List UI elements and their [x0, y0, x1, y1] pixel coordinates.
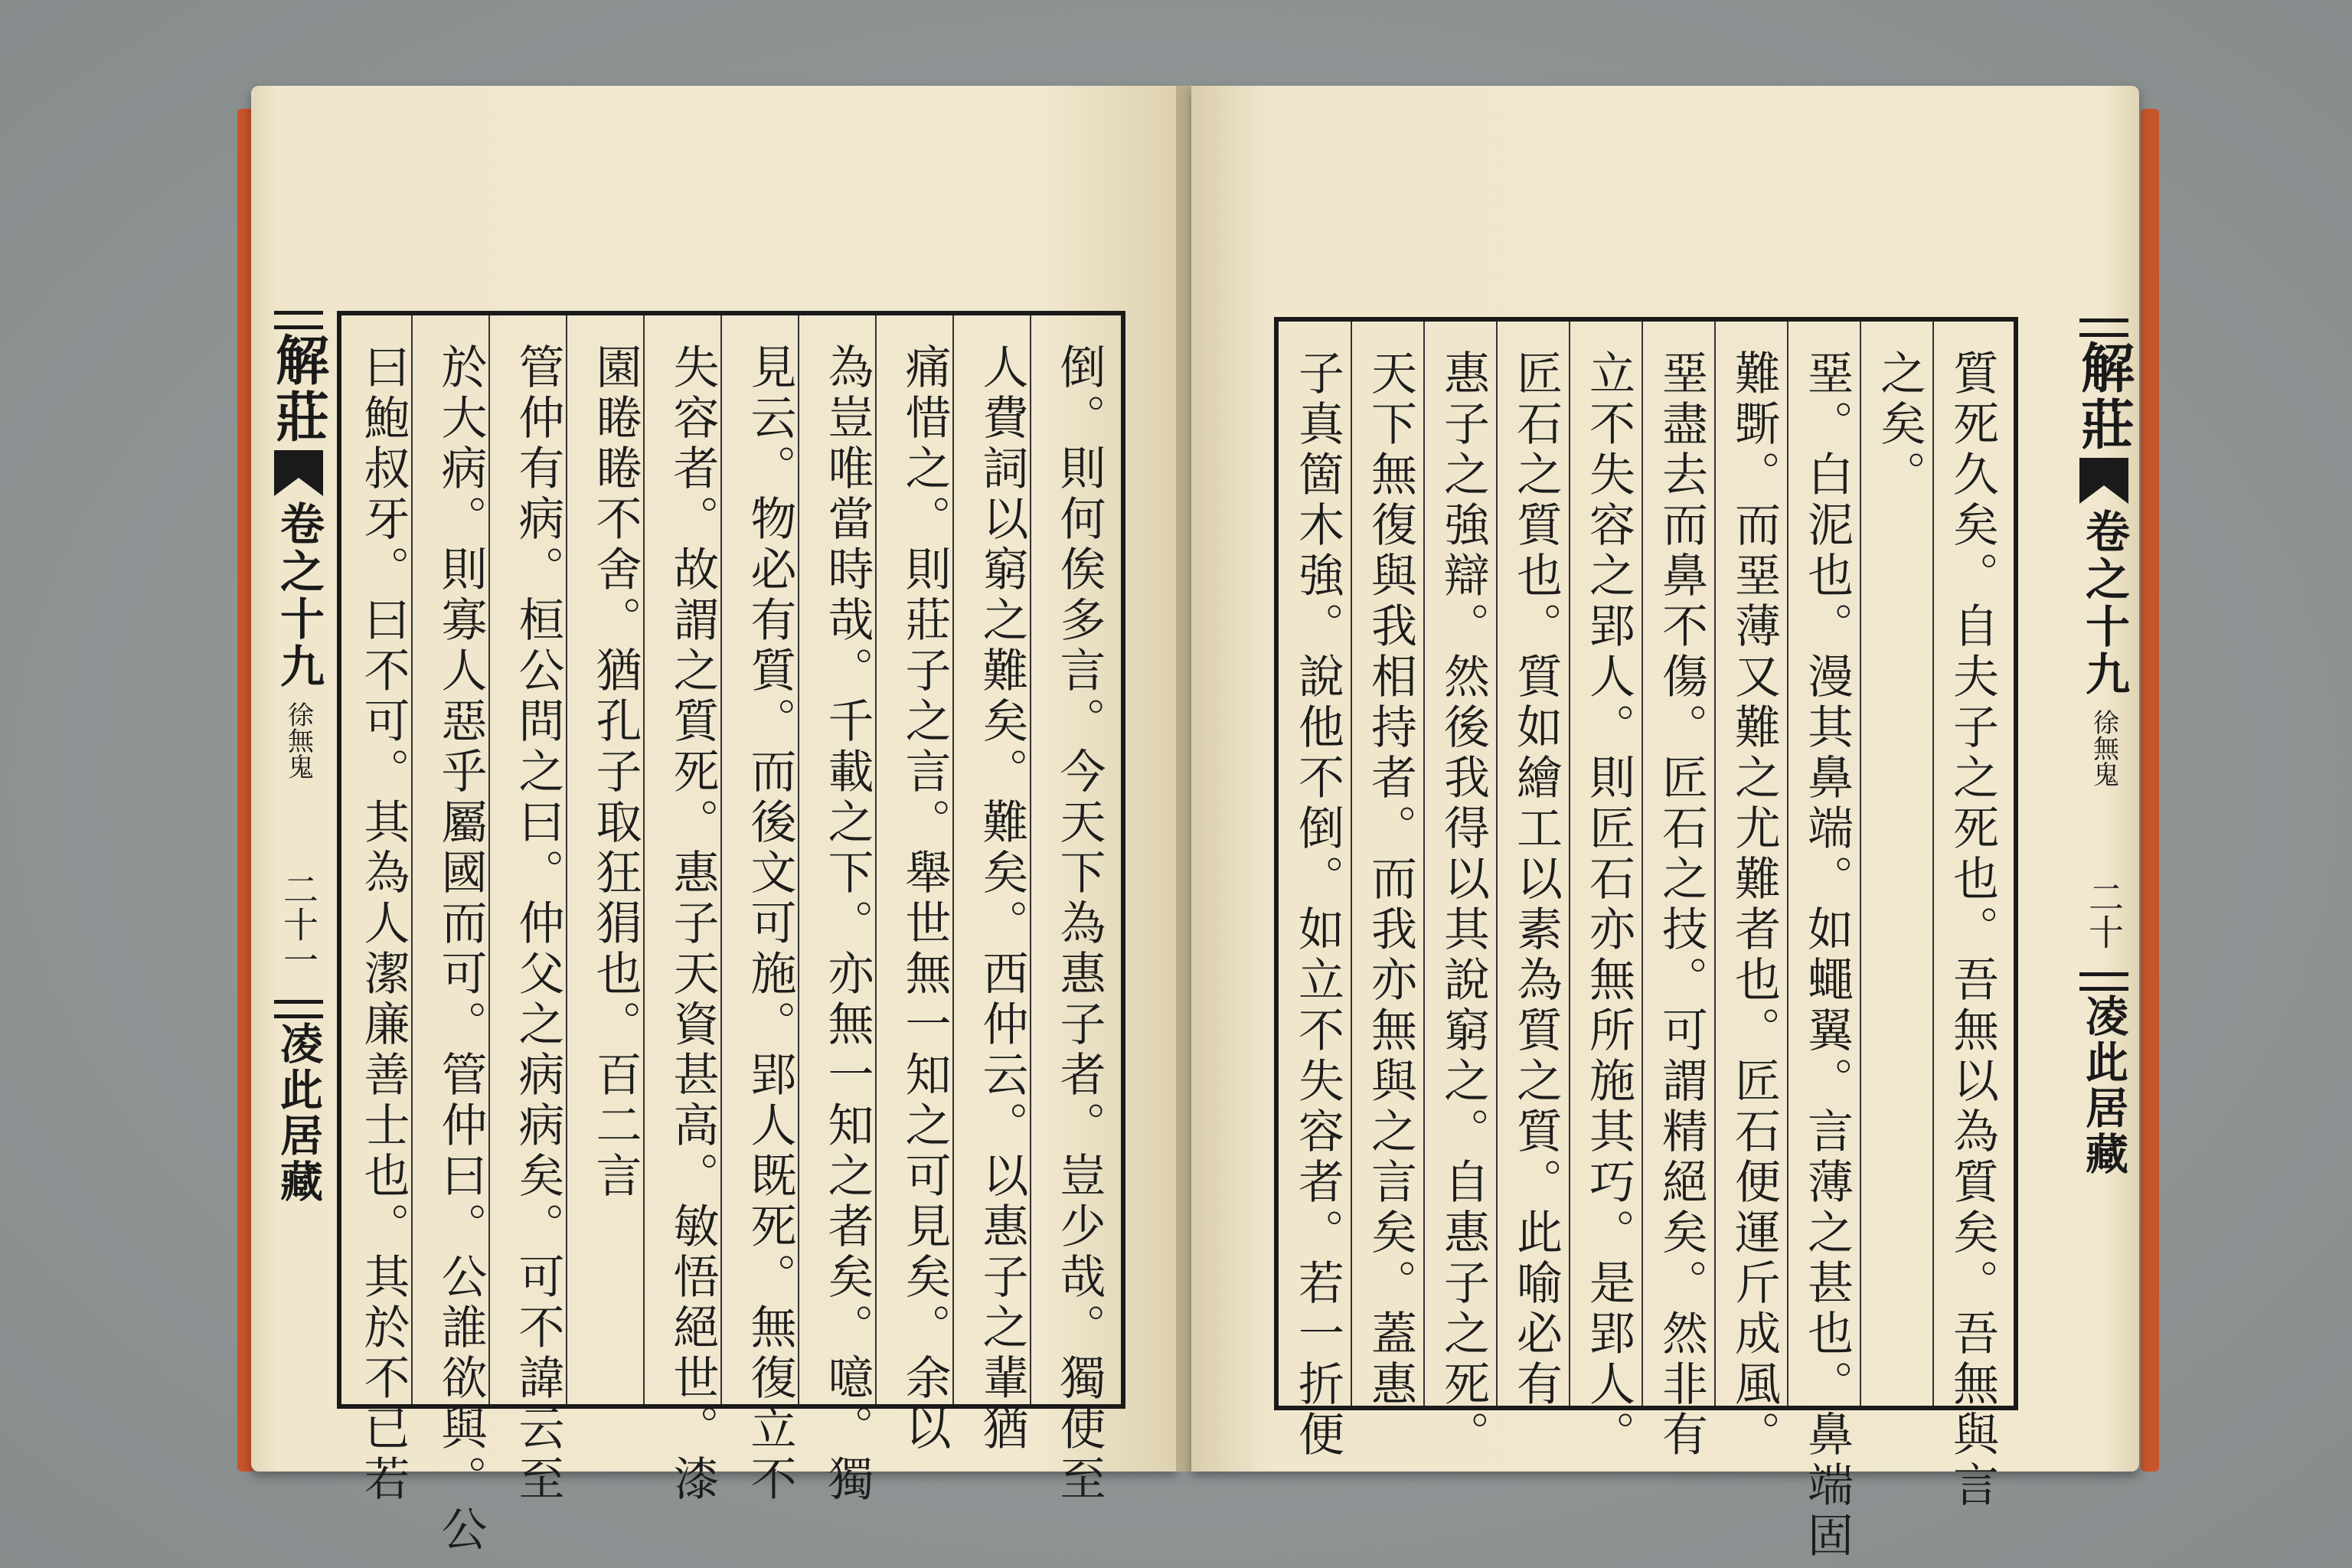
column-text: 難斲。而堊薄又難之尤難者也。匠石便運斤成風。 — [1727, 349, 1781, 1461]
left-page — [251, 86, 1178, 1556]
margin-ornament — [274, 311, 323, 329]
right-page-edge — [2141, 109, 2159, 1472]
column-text: 管仲有病。桓公問之曰。仲父之病病矣。可不諱云至 — [511, 343, 565, 1505]
text-column — [1936, 322, 2009, 1511]
column-text: 立不失容之郢人。則匠石亦無所施其巧。是郢人。 — [1582, 349, 1635, 1461]
text-column — [1499, 322, 1573, 1410]
right-page — [1191, 86, 2139, 1562]
margin-publisher: 凌此居藏 — [273, 1021, 324, 1205]
margin-ornament-lower — [2079, 972, 2128, 991]
left-text-frame — [337, 311, 1125, 1556]
left-margin-strip — [266, 308, 331, 1410]
text-column — [808, 315, 886, 1505]
text-column — [1572, 322, 1645, 1461]
text-column — [1863, 322, 1936, 1406]
right-text-frame — [1274, 317, 2018, 1562]
text-column — [577, 315, 654, 1404]
text-column — [1426, 322, 1500, 1461]
column-text: 匠石之質也。質如繪工以素為質之質。此喻必有 — [1509, 349, 1563, 1410]
text-column — [731, 315, 808, 1505]
margin-page-number: 二十一 — [278, 871, 319, 977]
margin-volume: 卷之十九 — [2078, 508, 2130, 698]
column-text: 園睠睠不舍。猶孔子取狂狷也。百二言 — [588, 343, 642, 1202]
column-text: 為豈唯當時哉。千載之下。亦無一知之者矣。噫。獨 — [820, 343, 874, 1505]
text-column — [345, 315, 422, 1505]
column-text: 惠子之強辯。然後我得以其說窮之。自惠子之死。 — [1436, 349, 1490, 1461]
text-column — [886, 315, 963, 1455]
text-column — [1717, 322, 1791, 1461]
margin-chapter: 徐無鬼 — [2088, 709, 2119, 787]
open-book — [230, 86, 2159, 1562]
column-text: 天下無復與我相持者。而我亦無與之言矣。蓋惠 — [1364, 349, 1417, 1410]
column-text: 堊盡去而鼻不傷。匠石之技。可謂精絕矣。然非有 — [1655, 349, 1708, 1461]
margin-title: 解莊 — [266, 332, 331, 446]
column-text: 堊。白泥也。漫其鼻端。如蠅翼。言薄之甚也。鼻端固 — [1800, 349, 1854, 1562]
column-text: 人費詞以窮之難矣。難矣。西仲云。以惠子之輩猶 — [975, 343, 1029, 1455]
right-margin-strip — [2072, 315, 2136, 1410]
margin-volume: 卷之十九 — [273, 501, 325, 691]
column-text: 於大病。則寡人惡乎屬國而可。管仲曰。公誰欲與。公 — [433, 343, 488, 1556]
column-text: 之矣。 — [1873, 349, 1926, 501]
margin-ornament — [2079, 318, 2128, 337]
text-column — [422, 315, 499, 1556]
column-text: 倒。則何俟多言。今天下為惠子者。豈少哉。獨使至 — [1052, 343, 1106, 1505]
column-text: 曰鮑叔牙。曰不可。其為人潔廉善士也。其於不已若 — [356, 343, 410, 1505]
margin-title: 解莊 — [2072, 340, 2136, 453]
fishtail-mark — [2079, 458, 2128, 504]
text-column — [1645, 322, 1718, 1461]
text-column — [1354, 322, 1427, 1410]
fishtail-mark — [274, 450, 323, 496]
margin-chapter: 徐無鬼 — [283, 701, 314, 779]
text-column — [1790, 322, 1864, 1562]
margin-publisher: 凌此居藏 — [2079, 994, 2129, 1178]
text-column — [499, 315, 577, 1505]
text-column — [654, 315, 731, 1505]
column-text: 子真箇木強。說他不倒。如立不失容者。若一折便 — [1291, 349, 1344, 1461]
column-text: 痛惜之。則莊子之言。舉世無一知之可見矣。余以 — [897, 343, 952, 1455]
column-text: 質死久矣。自夫子之死也。吾無以為質矣。吾無與言 — [1945, 349, 1999, 1511]
column-text: 失容者。故謂之質死。惠子天資甚高。敏悟絕世。漆 — [665, 343, 720, 1505]
column-text: 見云。物必有質。而後文可施。郢人既死。無復立不 — [743, 343, 797, 1505]
margin-page-number: 二十 — [2083, 879, 2125, 949]
text-column — [963, 315, 1040, 1455]
text-column — [1281, 322, 1354, 1461]
book-gutter — [1176, 86, 1193, 1472]
margin-ornament-lower — [274, 1000, 323, 1018]
text-column — [1040, 315, 1118, 1505]
